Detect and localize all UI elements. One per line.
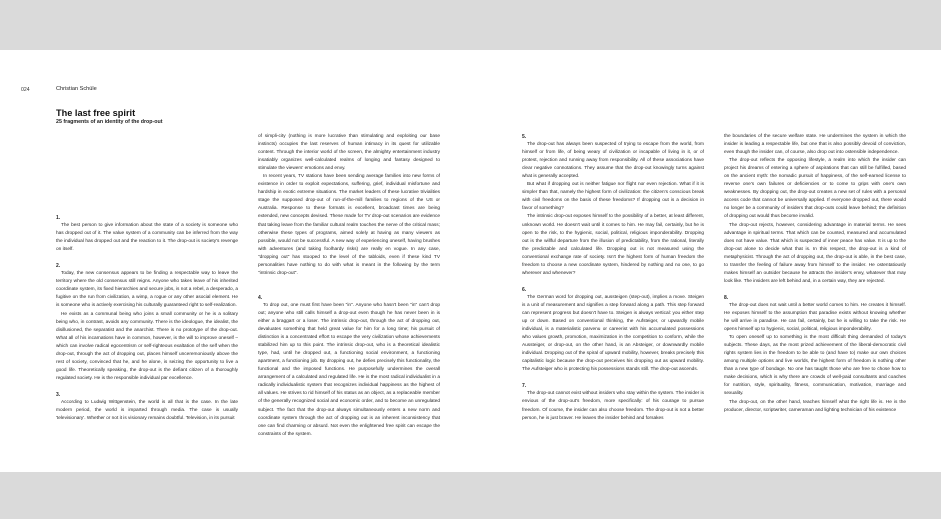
paragraph: To drop out, one must first have been "in". Anyone who hasn't been "in" can't drop out; anyone who still calls himself a drop-out even though he has never been in is either a braggart or a loser. The intrinsic drop-out, through the act of dropping out, devaluates something that held great value for him for a long time; his pursuit of distinction is a concentrated effort to escape the very civilization whose achievements stabilized him up to this point. The intrinsic drop-out, who is a theoretical idealistic type, had, until he dropped out, a functioning social environment, a functioning apartment, a functioning job. By dropping out, he defies precisely this functionality, the functional and the imposed functions. He purposefully undermines the overall arrangement of a calculated and regulated life. He is the most radical individualist in a radically individualistic system that recognizes individual happiness as the highest of all values. He strives to rid himself of his status as an object, as a replaceable member of the generally recognized social and economic order, and to become an unregulated subject. The fact that the drop-out always simultaneously enters a new norm and coordinate system through the act of dropping out is an inherent inconsistency that one can find charming or absurd. Not even the enlightened free spirit can escape the constraints of the system.	[258, 302, 440, 437]
section-number: 1.	[56, 215, 61, 221]
section-number: 7.	[522, 383, 527, 390]
author-name: Christian Schüle	[56, 86, 97, 92]
page-number: 024	[21, 87, 30, 93]
document-page	[0, 50, 941, 472]
section-number: 5.	[522, 134, 527, 140]
text-column-3	[522, 133, 704, 423]
paragraph: The drop-out reflects the opposing lifestyle, a realm into which the insider can project his dreams of entering a sphere of aspirations that can still be fulfilled, based on the ancient myth: the nomadic pursuit of happiness, of the self-earned license to reverse one's own failures or deficiencies or to come to grips with one's own weaknesses. By dropping out, the drop-out creates a new set of rules with a personal access code that cannot be universally applied. If everyone dropped out, there would no longer be a community of insiders that drop-outs could leave behind; the definition of dropping out would thus become invalid.	[724, 158, 906, 220]
section-number: 3.	[56, 391, 61, 398]
paragraph: The drop-out rejects, however, considering advantage in material terms. He sees advantage in spiritual terms. That which can be counted, measured and accumulated does not have value. That which is suspected of inner peace has value. It is up to the drop-out alone to decide what that is. In this respect, the drop-out is a kind of metaphysicist. Through the act of dropping out, the drop-out is able, in the best case, to transfer the feeling of failure away from himself to the insider. He ostentatiously makes himself an outsider because he attracts the insider's envy, whatever that may look like. The insiders are left behind and, in a certain way, they are rejected.	[724, 222, 906, 284]
paragraph: To open oneself up to something is the most difficult thing demanded of today's subjects. These days, as the most prized achievement of the liberal-democratic civil rights system lies in the freedom to be able to (and have to) make our own choices among multiple options and live worlds, the highest form of freedom is nothing other than a new type of bondage. No one has taught those who are free to chose how to make decisions, which is why there are crowds of well-paid consultants and coaches for nutrition, style, spirituality, fitness, communication, motivation, marriage and sexuality.	[724, 335, 906, 397]
paragraph: In recent years, TV stations have been sending average families into new forms of existence in order to exploit expectations, suffering, grief, individual misfortune and hardship in exotic extreme situations. The market leaders of these lucrative trivialities stage the supposed drop-out of run-of-the-mill families to regions of the US or Australia. Response to these formats is excellent, broadcast times are being extended, new concepts devised. These made for TV drop-out scenarios are evidence that taking leave from the familiar cultural realm touches the nerve of the critical mass; otherwise these types of programs, aimed solely at having as many viewers as possible, would not be successful. A new way of experiencing oneself, having brushes with adventures (and taking foolhardy risks) are really en vogue. In any case, "dropping out" has stooped to the level of the tabloids, even if these kind TV personalities have nothing to do with what is meant in the following by the term "intrinsic drop-out".	[258, 174, 440, 276]
text-column-1	[56, 214, 238, 423]
article-title: The last free spirit	[56, 108, 136, 118]
paragraph: The German word for dropping out, aussteigen (step-out), implies a move. Steigen is a unit of measurement and signifies a step forward along a path. This step forward can represent progress but doesn't have to. Steigen is always vertical: you either step up or down. Based on conventional thinking, the Aufsteiger, or upwardly mobile individual, is a materialistic parvenu or careerist with his accumulated possessions who values growth, promotion, maximization in the competition to conform, while the Aussteiger, or drop-out, on the other hand, is an Absteiger, or downwardly mobile individual. Dropping out of the spiral of upward mobility, however, breaks precisely this capitalistic logic because the drop-out perceives his dropping out as upward mobility. The Aufsteiger who is protecting his possessions stands still. The drop-out ascends.	[522, 294, 704, 373]
paragraph: the boundaries of the secure welfare state. He undermines the system in which the insider is leading a respectable life, but one that is also possibly devoid of conviction, even though the insider can, of course, also drop out into ostensible independence.	[724, 134, 906, 156]
article-subtitle: 25 fragments of an identity of the drop-out	[56, 119, 163, 125]
paragraph: Today, the new consensus appears to be finding a respectable way to leave the territory where the old consensus still reigns. Anyone who takes leave of his inherited coordinate system, its fixed hierarchies and secure jobs, is not a rebel, a desperado, a fugitive on the run from civilization, a wimp, a rogue or any other asocial element. He is someone who is actively exercising his culturally guaranteed right to self-realization.	[56, 271, 238, 309]
section-number: 8.	[724, 294, 729, 301]
paragraph: of simpli-city (nothing is more lucrative than stimulating and exploiting our base instincts) occupies the last reserves of human intimacy in its quest for utilizable content. Through the interior world of the screen, the almighty entertainment industry insatiably organizes well-calculated realms of longing and fantasy designed to stimulate the viewers' emotions and envy.	[258, 134, 440, 172]
text-column-2	[258, 133, 440, 439]
section-number: 2.	[56, 263, 61, 270]
paragraph: The best person to give information about the state of a society is someone who has dropped out of it. The value system of a community can be inferred from the way the individual has dropped out and the reaction to it. The drop-out is society's revenge on itself.	[56, 223, 238, 253]
section-number: 4.	[258, 294, 263, 301]
paragraph: But what if dropping out is neither fatigue nor flight nor even rejection. What if it is simpler than that, namely the highest form of civilization: the citizen's conscious break with civil freedoms on the basis of these freedoms? If dropping out is a decision in favor of something?	[522, 182, 704, 212]
text-column-4	[724, 133, 906, 415]
paragraph: The intrinsic drop-out exposes himself to the possibility of a better, at least different, unknown world. He doesn't wait until it comes to him. He may fail, certainly, but he is open to the risk, to the hygienic, social, political, religious imponderability. Dropping out is the willful departure from the illusion of predictability, from the rational, literally the predictable and calculated life. Dropping out is not measured using the conventional exchange rate of society. Isn't the highest form of human freedom the freedom to choose a new coordinate system, hindered by nothing and no one, to go wherever and whenever?	[522, 214, 704, 276]
section-number: 6.	[522, 286, 527, 293]
paragraph: He exists as a communal being who joins a small community or he is a solitary being who, in contrast, avoids any community. There is the ideologue, the idealist, the disillusioned, the separatist and the anarchist. There is no prototype of the drop-out. What all of his incarnations have in common, however, is the will to improve oneself – which can involve radical egocentrism or self-righteous exaltation of the self when the drop-out, through the act of dropping out, places himself unceremoniously above the rest of society, convinced that he, and he alone, is seizing the opportunity to live a good life. Theoretically speaking, the drop-out is the defiant citizen of a thoroughly regulated society. He is the responsible individual par excellence.	[56, 311, 238, 381]
paragraph: The drop-out, on the other hand, teaches himself what the right life is. He is the producer, director, scriptwriter, cameraman and lighting technician of his existence	[724, 399, 906, 413]
paragraph: According to Ludwig Wittgenstein, the world is all that is the case. In the late modern period, the world is imparted through media. The case is usually 'televisionary'. Whether or not it is visionary remains doubtful. Television, in its pursuit	[56, 399, 238, 422]
paragraph: The drop-out does not wait until a better world comes to him. He creates it himself. He exposes himself to the assumption that paradise exists without knowing whether he will arrive in paradise. He can fail, certainly, but he is willing to take the risk. He opens himself up to hygienic, social, political, religious imponderability.	[724, 302, 906, 333]
paragraph: The drop-out cannot exist without insiders who stay within the system. The insider is envious of the drop-out's freedom, more specifically: of his courage to pursue freedom. Of course, the insider can also choose freedom. The drop-out is not a better person, he is just braver. He leaves the insider behind and forsakes	[522, 391, 704, 421]
paragraph: The drop-out has always been suspected of trying to escape from the world, from himself or from life, of being weary of civilization or incapable of living in it, or of protest, rejection and running away from responsibility. All of these associations have clear negative connotations. They assume that the drop-out knowingly turns against what is generally accepted.	[522, 142, 704, 180]
